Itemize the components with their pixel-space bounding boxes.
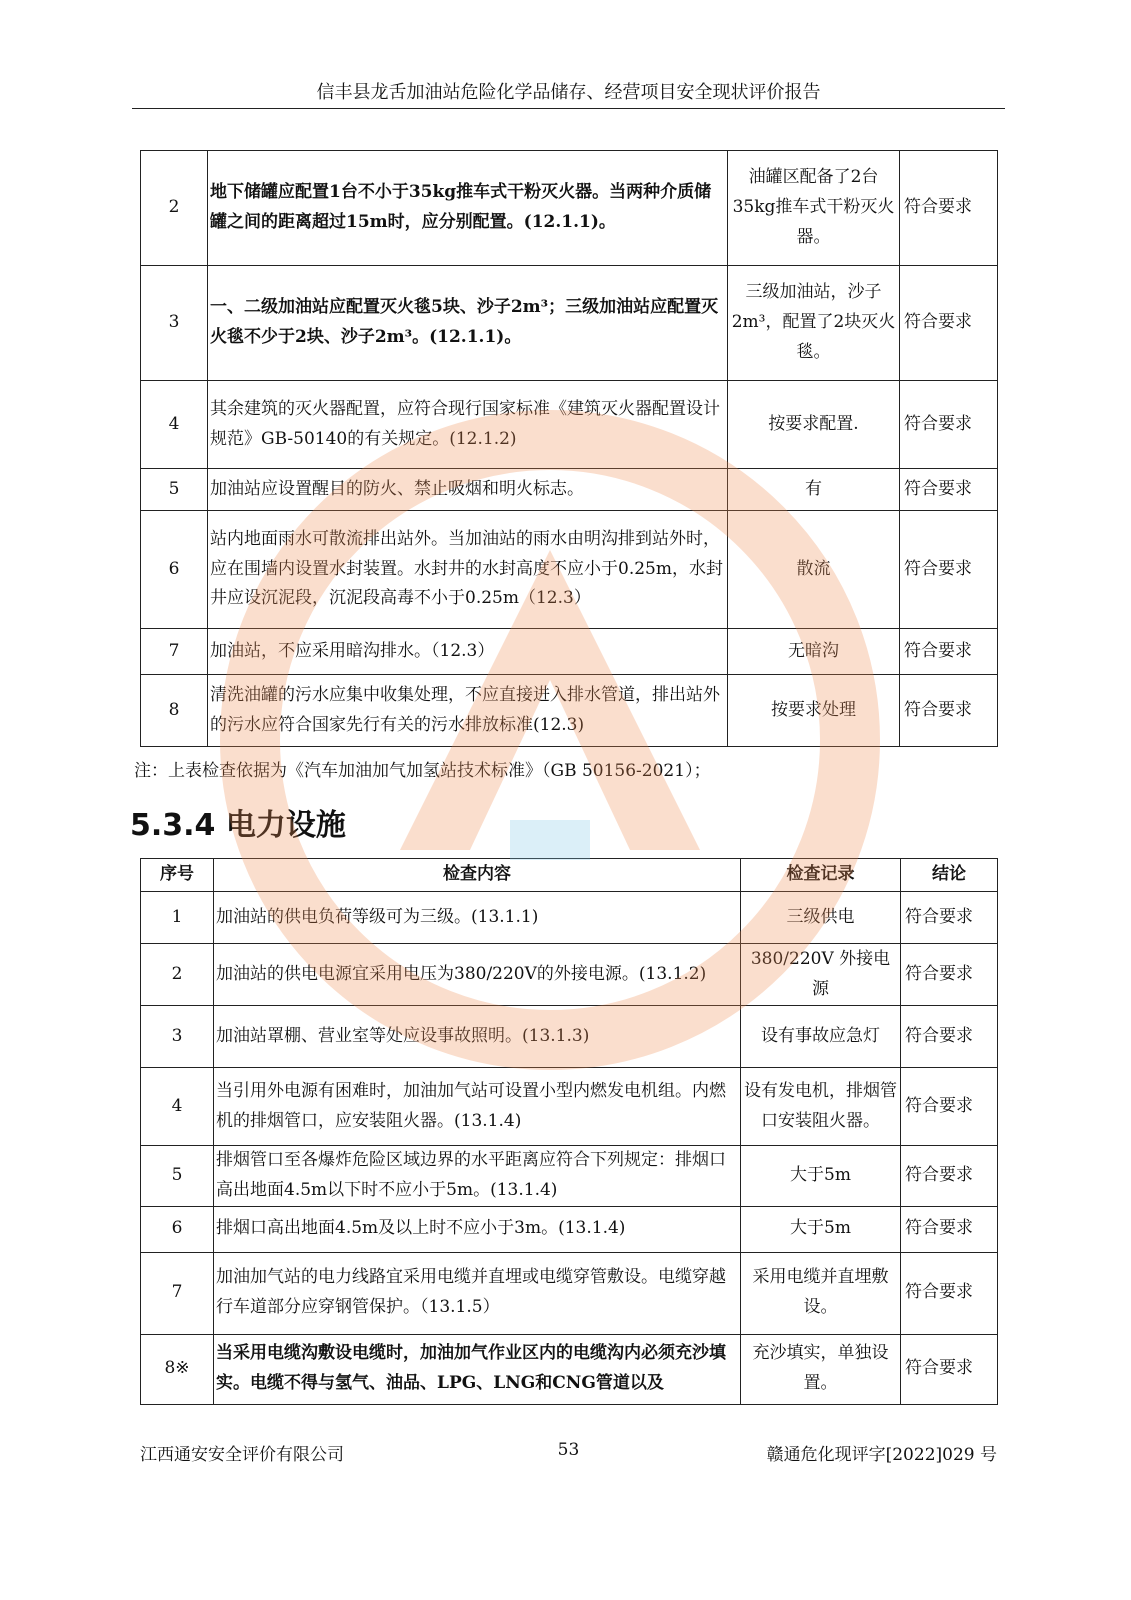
row-result: 符合要求 [900,511,998,629]
row-content: 加油站罩棚、营业室等处应设事故照明。(13.1.3) [214,1006,741,1068]
row-content: 加油站的供电负荷等级可为三级。(13.1.1) [214,892,741,944]
row-content: 加油站应设置醒目的防火、禁止吸烟和明火标志。 [208,469,728,511]
table-row [141,1006,998,1068]
row-content: 其余建筑的灭火器配置，应符合现行国家标准《建筑灭火器配置设计规范》GB-50140的有关规定。(12.1.2) [208,381,728,469]
row-content: 一、二级加油站应配置灭火毯5块、沙子2m³；三级加油站应配置灭火毯不少于2块、沙子2m³。(12.1.1)。 [208,266,728,381]
row-number: 7 [141,629,208,675]
row-result: 符合要求 [901,892,998,944]
row-number: 8※ [141,1334,214,1404]
row-result: 符合要求 [901,944,998,1006]
row-record: 大于5m [741,1146,901,1207]
power-facility-table [140,858,998,1405]
row-number: 6 [141,1206,214,1252]
row-result: 符合要求 [901,1006,998,1068]
row-number: 4 [141,1068,214,1146]
header-record: 检查记录 [741,859,901,892]
row-record: 采用电缆并直埋敷设。 [741,1252,901,1334]
row-record: 充沙填实，单独设置。 [741,1334,901,1404]
row-record: 油罐区配备了2台35kg推车式干粉灭火器。 [728,151,900,266]
row-result: 符合要求 [900,629,998,675]
table-row [141,511,998,629]
table-row [141,675,998,747]
table-row [141,629,998,675]
row-number: 1 [141,892,214,944]
table-row [141,151,998,266]
footer-page-number: 53 [557,1440,580,1460]
row-result: 符合要求 [900,266,998,381]
row-content: 排烟管口至各爆炸危险区域边界的水平距离应符合下列规定：排烟口高出地面4.5m以下时不应小于5m。(13.1.4) [214,1146,741,1207]
header-result: 结论 [901,859,998,892]
table-row [141,1206,998,1252]
table-header-row [141,859,998,892]
footer-doc-number: 赣通危化现评字[2022]029 号 [766,1445,997,1465]
row-record: 散流 [728,511,900,629]
row-result: 符合要求 [901,1146,998,1207]
row-content: 加油站的供电电源宜采用电压为380/220V的外接电源。(13.1.2) [214,944,741,1006]
row-content: 清洗油罐的污水应集中收集处理，不应直接进入排水管道，排出站外的污水应符合国家先行有关的污水排放标准(12.3) [208,675,728,747]
footer-company: 江西通安安全评价有限公司 [140,1445,344,1465]
row-number: 2 [141,151,208,266]
row-content: 当引用外电源有困难时，加油加气站可设置小型内燃发电机组。内燃机的排烟管口，应安装阻火器。(13.1.4) [214,1068,741,1146]
row-content: 地下储罐应配置1台不小于35kg推车式干粉灭火器。当两种介质储罐之间的距离超过15m时，应分别配置。(12.1.1)。 [208,151,728,266]
table-row [141,381,998,469]
row-content: 当采用电缆沟敷设电缆时，加油加气作业区内的电缆沟内必须充沙填实。电缆不得与氢气、油品、LPG、LNG和CNG管道以及 [214,1334,741,1404]
row-record: 按要求配置. [728,381,900,469]
row-number: 5 [141,469,208,511]
seal-logo-bar [510,820,590,860]
row-content: 加油站，不应采用暗沟排水。（12.3） [208,629,728,675]
page-header: 信丰县龙舌加油站危险化学品储存、经营项目安全现状评价报告 [132,78,1005,109]
row-content: 加油加气站的电力线路宜采用电缆并直埋或电缆穿管敷设。电缆穿越行车道部分应穿钢管保护。（13.1.5） [214,1252,741,1334]
table-row [141,944,998,1006]
row-result: 符合要求 [900,469,998,511]
row-result: 符合要求 [901,1206,998,1252]
row-result: 符合要求 [900,151,998,266]
page-footer [140,1440,997,1466]
row-record: 无暗沟 [728,629,900,675]
row-record: 设有发电机，排烟管口安装阻火器。 [741,1068,901,1146]
row-result: 符合要求 [901,1068,998,1146]
row-result: 符合要求 [900,381,998,469]
row-record: 有 [728,469,900,511]
row-record: 按要求处理 [728,675,900,747]
table-row [141,266,998,381]
row-content: 排烟口高出地面4.5m及以上时不应小于3m。(13.1.4) [214,1206,741,1252]
table-row [141,1068,998,1146]
table-note: 注：上表检查依据为《汽车加油加气加氢站技术标准》（GB 50156-2021）； [134,761,711,781]
row-number: 8 [141,675,208,747]
row-number: 3 [141,1006,214,1068]
table-row [141,469,998,511]
row-number: 2 [141,944,214,1006]
row-result: 符合要求 [901,1334,998,1404]
table-row [141,1334,998,1404]
row-record: 380/220V 外接电源 [741,944,901,1006]
table-row [141,1146,998,1207]
section-title: 5.3.4 电力设施 [130,808,346,843]
row-content: 站内地面雨水可散流排出站外。当加油站的雨水由明沟排到站外时，应在围墙内设置水封装置。水封井的水封高度不应小于0.25m，水封井应设沉泥段，沉泥段高毒不小于0.25m（12.3） [208,511,728,629]
row-number: 3 [141,266,208,381]
row-result: 符合要求 [901,1252,998,1334]
row-result: 符合要求 [900,675,998,747]
table-row [141,892,998,944]
row-record: 三级供电 [741,892,901,944]
table-row [141,1252,998,1334]
fire-protection-table [140,150,998,747]
row-record: 设有事故应急灯 [741,1006,901,1068]
row-record: 大于5m [741,1206,901,1252]
row-record: 三级加油站，沙子2m³，配置了2块灭火毯。 [728,266,900,381]
header-no: 序号 [141,859,214,892]
header-content: 检查内容 [214,859,741,892]
row-number: 7 [141,1252,214,1334]
row-number: 4 [141,381,208,469]
row-number: 5 [141,1146,214,1207]
row-number: 6 [141,511,208,629]
